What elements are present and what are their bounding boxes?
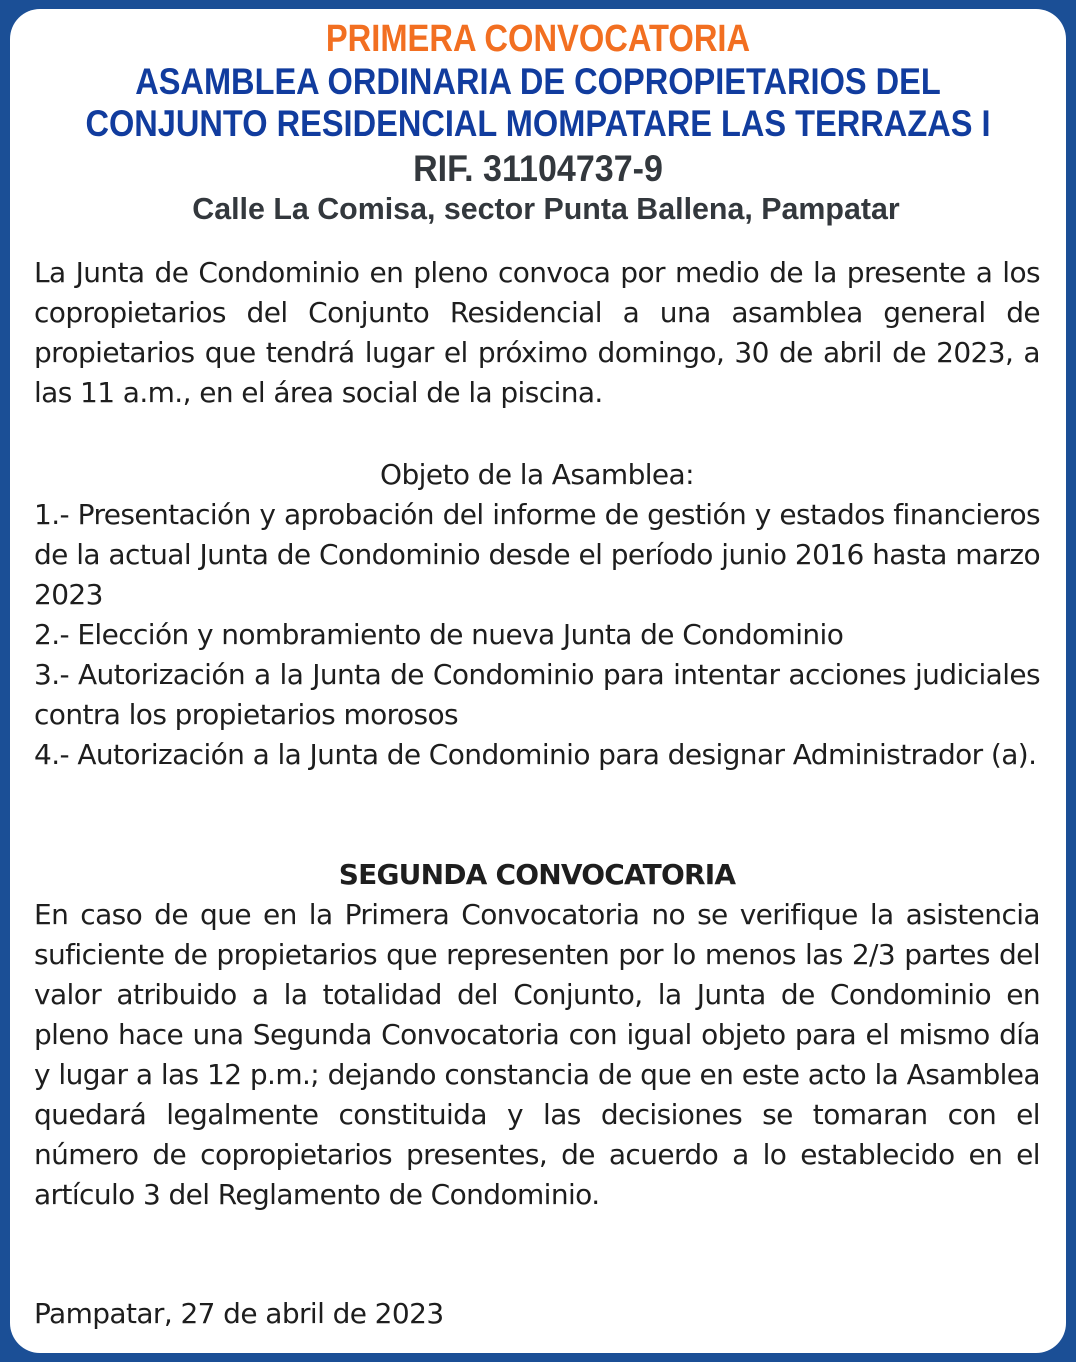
agenda-block [34,455,1040,775]
second-call-paragraph: En caso de que en la Primera Convocatoria no se verifique la asistencia suficiente de propietarios que representen por lo menos las 2/3 partes del valor atribuido a la totalidad del Conjunto, la Junta de Condominio en pleno hace una Segunda Convocatoria con igual objeto para el mismo día y lugar a las 12 p.m.; dejando constancia de que en este acto la Asamblea quedará legalmente constituida y las decisiones se tomaran con el número de copropietarios presentes, de acuerdo a lo establecido en el artículo 3 del Reglamento de Condominio. [34,898,1040,1211]
agenda-item: 4.- Autorización a la Junta de Condominio para designar Administrador (a). [34,738,1037,771]
agenda-item: 2.- Elección y nombramiento de nueva Junta de Condominio [34,618,844,651]
second-call-heading: SEGUNDA CONVOCATORIA [338,858,736,891]
place-date: Pampatar, 27 de abril de 2023 [34,1297,444,1330]
rif-number: RIF. 31104737-9 [413,148,663,189]
footer-block [34,1294,1040,1334]
agenda-item: 1.- Presentación y aprobación del informe de gestión y estados financieros de la actual Junta de Condominio desde el período junio 2016 hasta marzo 2023 [34,498,1040,611]
first-convocation-heading: PRIMERA CONVOCATORIA [325,18,751,60]
second-call-block [34,855,1040,1215]
agenda-item: 3.- Autorización a la Junta de Condominio para intentar acciones judiciales contra los propietarios morosos [34,658,1040,731]
assembly-title-line1: ASAMBLEA ORDINARIA DE COPROPIETARIOS DEL [135,61,941,102]
intro-block [34,253,1040,413]
assembly-title-line2: CONJUNTO RESIDENCIAL MOMPATARE LAS TERRAZAS I [85,103,991,144]
agenda-heading: Objeto de la Asamblea: [380,458,694,491]
intro-paragraph: La Junta de Condominio en pleno convoca por medio de la presente a los copropietarios del Conjunto Residencial a una asamblea general de propietarios que tendrá lugar el próximo domingo, 30 de abril de 2023, a las 11 a.m., en el área social de la piscina. [34,256,1040,409]
address-line: Calle La Comisa, sector Punta Ballena, Pampatar [192,191,900,226]
notice-panel [10,9,1066,1353]
